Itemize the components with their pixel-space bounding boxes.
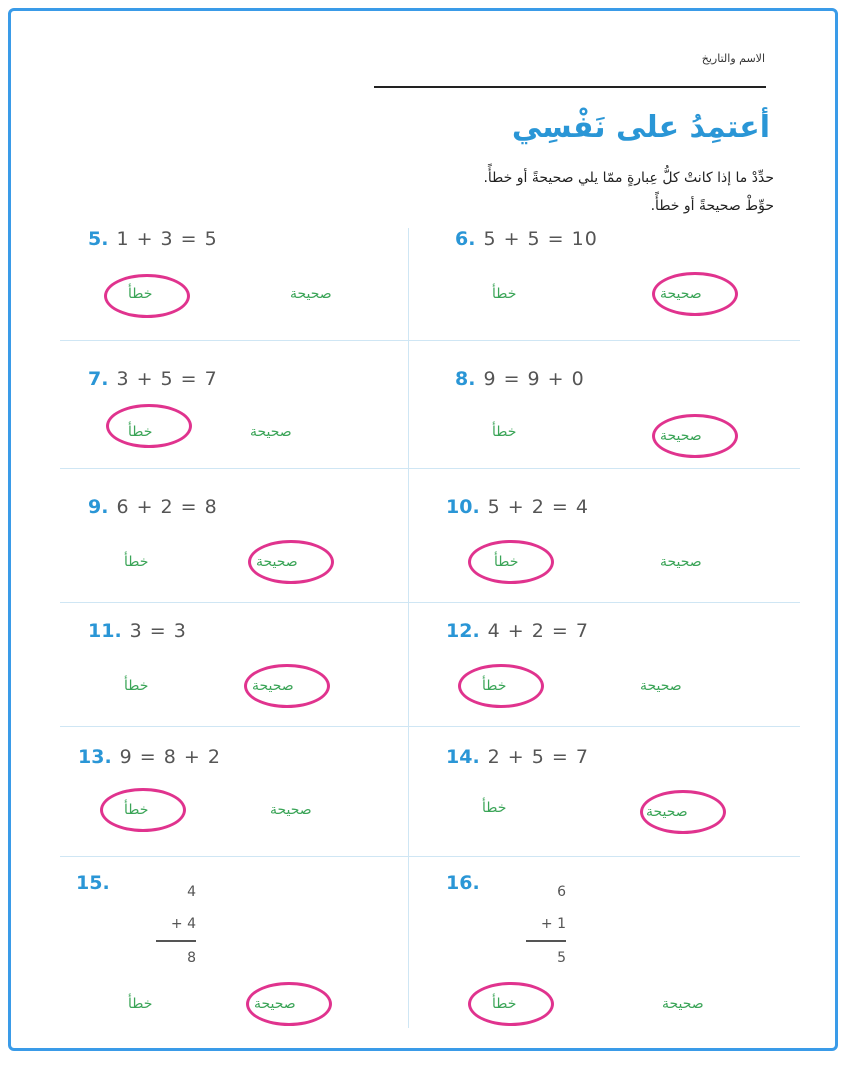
answer-right[interactable]: صحيحة (640, 678, 682, 694)
problem-number: 6. (455, 228, 476, 250)
sum-result: 5 (557, 950, 566, 966)
addend-top: 6 (557, 884, 566, 900)
problem-expression: 3 = 3 (129, 620, 187, 642)
circle-mark (248, 540, 334, 584)
problem-number: 14. (446, 746, 480, 768)
problem-8 (455, 368, 585, 390)
circle-mark (652, 272, 738, 316)
problem-11 (88, 620, 187, 642)
problem-number: 9. (88, 496, 109, 518)
answer-wrong[interactable]: خطأ (494, 554, 519, 570)
problem-expression: 6 + 2 = 8 (116, 496, 218, 518)
answer-wrong[interactable]: خطأ (482, 800, 507, 816)
problem-expression: 2 + 5 = 7 (487, 746, 589, 768)
worksheet-frame (8, 8, 838, 1051)
answer-right[interactable]: صحيحة (660, 286, 702, 302)
circle-mark (652, 414, 738, 458)
problem-number: 12. (446, 620, 480, 642)
instruction-1: حدِّدْ ما إذا كانتْ كلُّ عِبارةٍ ممّا يلي صحيحةً أو خطأً. (483, 170, 774, 186)
answer-right[interactable]: صحيحة (290, 286, 332, 302)
circle-mark (100, 788, 186, 832)
answer-right[interactable]: صحيحة (250, 424, 292, 440)
name-date-label: الاسم والتاريخ (701, 52, 765, 65)
addend-bottom: + 1 (540, 916, 566, 932)
problem-10 (446, 496, 589, 518)
answer-wrong[interactable]: خطأ (482, 678, 507, 694)
row-divider (60, 602, 800, 603)
page-title: أعتمِدُ على نَفْسِي (511, 110, 770, 145)
circle-mark (106, 404, 192, 448)
circle-mark (468, 982, 554, 1026)
sum-line (156, 940, 196, 942)
problem-7 (88, 368, 218, 390)
instruction-2: حوِّطْ صحيحةً أو خطأً. (650, 198, 774, 214)
problem-expression: 3 + 5 = 7 (116, 368, 218, 390)
problem-15 (76, 872, 118, 894)
circle-mark (458, 664, 544, 708)
addend-top: 4 (187, 884, 196, 900)
addend-bottom: + 4 (170, 916, 196, 932)
answer-wrong[interactable]: خطأ (128, 286, 153, 302)
answer-wrong[interactable]: خطأ (492, 424, 517, 440)
answer-right[interactable]: صحيحة (270, 802, 312, 818)
problem-5 (88, 228, 218, 250)
answer-wrong[interactable]: خطأ (128, 424, 153, 440)
answer-right[interactable]: صحيحة (662, 996, 704, 1012)
problem-expression: 9 = 8 + 2 (119, 746, 221, 768)
problem-number: 8. (455, 368, 476, 390)
problem-13 (78, 746, 221, 768)
sum-result: 8 (187, 950, 196, 966)
answer-wrong[interactable]: خطأ (492, 996, 517, 1012)
row-divider (60, 726, 800, 727)
row-divider (60, 340, 800, 341)
circle-mark (104, 274, 190, 318)
answer-right[interactable]: صحيحة (646, 804, 688, 820)
problem-expression: 5 + 5 = 10 (483, 228, 598, 250)
problem-6 (455, 228, 598, 250)
column-divider (408, 228, 409, 1028)
circle-mark (244, 664, 330, 708)
answer-wrong[interactable]: خطأ (492, 286, 517, 302)
problem-expression: 1 + 3 = 5 (116, 228, 218, 250)
answer-right[interactable]: صحيحة (660, 428, 702, 444)
problem-expression: 4 + 2 = 7 (487, 620, 589, 642)
circle-mark (246, 982, 332, 1026)
problem-number: 16. (446, 872, 480, 894)
answer-right[interactable]: صحيحة (254, 996, 296, 1012)
problem-number: 10. (446, 496, 480, 518)
circle-mark (640, 790, 726, 834)
answer-right[interactable]: صحيحة (252, 678, 294, 694)
row-divider (60, 468, 800, 469)
problem-expression: 9 = 9 + 0 (483, 368, 585, 390)
problem-number: 7. (88, 368, 109, 390)
problem-14 (446, 746, 589, 768)
problem-expression: 5 + 2 = 4 (487, 496, 589, 518)
answer-wrong[interactable]: خطأ (128, 996, 153, 1012)
row-divider (60, 856, 800, 857)
problem-number: 11. (88, 620, 122, 642)
answer-wrong[interactable]: خطأ (124, 802, 149, 818)
circle-mark (468, 540, 554, 584)
name-date-line (374, 86, 766, 88)
problem-number: 5. (88, 228, 109, 250)
answer-right[interactable]: صحيحة (660, 554, 702, 570)
answer-wrong[interactable]: خطأ (124, 678, 149, 694)
problem-12 (446, 620, 589, 642)
answer-wrong[interactable]: خطأ (124, 554, 149, 570)
sum-line (526, 940, 566, 942)
problem-9 (88, 496, 218, 518)
answer-right[interactable]: صحيحة (256, 554, 298, 570)
problem-number: 13. (78, 746, 112, 768)
problem-number: 15. (76, 872, 110, 894)
problem-16 (446, 872, 488, 894)
